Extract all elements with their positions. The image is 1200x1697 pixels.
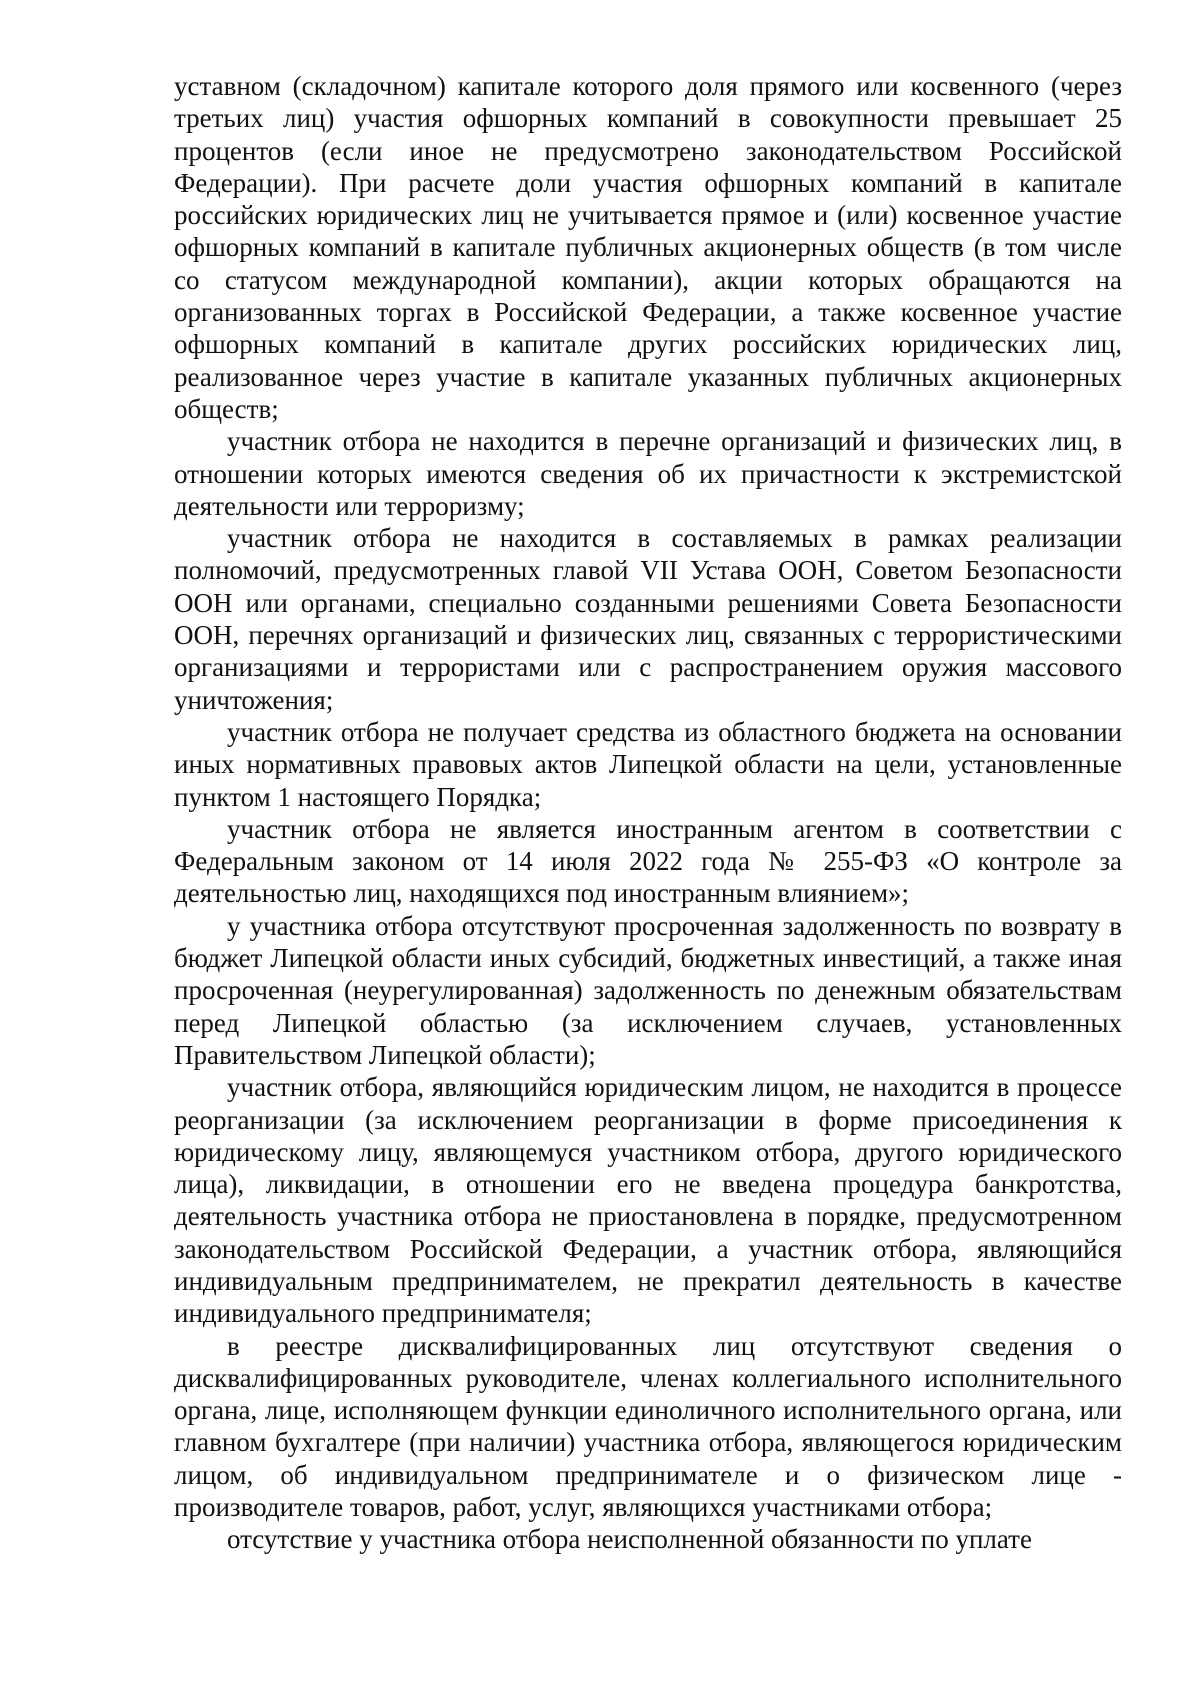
paragraph-regional-budget-funds: участник отбора не получает средства из областного бюджета на основании иных нормативных правовых актов Липецкой области на цели, установленные пунктом 1 настоящего Порядка; bbox=[174, 716, 1122, 812]
paragraph-disqualified-persons-registry: в реестре дисквалифицированных лиц отсутствуют сведения о дисквалифицированных руководителе, членах коллегиального исполнительного органа, лице, исполняющем функции единоличного исполнительного органа, или главном бухгалтере (при наличии) участника отбора, являющегося юридическим лицом, об индивидуальном предпринимателе и о физическом лице - производителе товаров, работ, услуг, являющихся участниками отбора; bbox=[174, 1330, 1122, 1523]
paragraph-tax-obligation: отсутствие у участника отбора неисполненной обязанности по уплате bbox=[227, 1524, 1032, 1555]
paragraph-reorganization-liquidation: участник отбора, являющийся юридическим лицом, не находится в процессе реорганизации (за исключением реорганизации в форме присоединения к юридическому лицу, являющемуся участником отбора, другого юридического лица), ликвидации, в отношении его не введена процедура банкротства, деятельность участника отбора не приостановлена в порядке, предусмотренном законодательством Российской Федерации, а участник отбора, являющийся индивидуальным предпринимателем, не прекратил деятельность в качестве индивидуального предпринимателя; bbox=[174, 1072, 1122, 1329]
paragraph-extremism-list: участник отбора не находится в перечне организаций и физических лиц, в отношении которых имеются сведения об их причастности к экстремистской деятельности или терроризму; bbox=[174, 426, 1122, 521]
paragraph-overdue-debt: у участника отбора отсутствуют просроченная задолженность по возврату в бюджет Липецкой области иных субсидий, бюджетных инвестиций, а также иная просроченная (неурегулированная) задолженность по денежным обязательствам перед Липецкой областью (за исключением случаев, установленных Правительством Липецкой области); bbox=[174, 910, 1122, 1070]
paragraph-offshore-participation: уставном (складочном) капитале которого доля прямого или косвенного (через третьих лиц) участия офшорных компаний в совокупности превышает 25 процентов (если иное не предусмотрено законодательством Российской Федерации). При расчете доли участия офшорных компаний в капитале российских юридических лиц не учитывается прямое и (или) косвенное участие офшорных компаний в капитале публичных акционерных обществ (в том числе со статусом международной компании), акции которых обращаются на организованных торгах в Российской Федерации, а также косвенное участие офшорных компаний в капитале других российских юридических лиц, реализованное через участие в капитале указанных публичных акционерных обществ; bbox=[174, 71, 1122, 424]
paragraph-un-security-council-list: участник отбора не находится в составляемых в рамках реализации полномочий, предусмотренных главой VII Устава ООН, Советом Безопасности ООН или органами, специально созданными решениями Совета Безопасности ООН, перечнях организаций и физических лиц, связанных с террористическими организациями и террористами или с распространением оружия массового уничтожения; bbox=[174, 523, 1122, 715]
document-body bbox=[174, 70, 1122, 1556]
paragraph-foreign-agent: участник отбора не является иностранным агентом в соответствии с Федеральным законом от 14 июля 2022 года № 255-ФЗ «О контроле за деятельностью лиц, находящихся под иностранным влиянием»; bbox=[174, 813, 1122, 909]
